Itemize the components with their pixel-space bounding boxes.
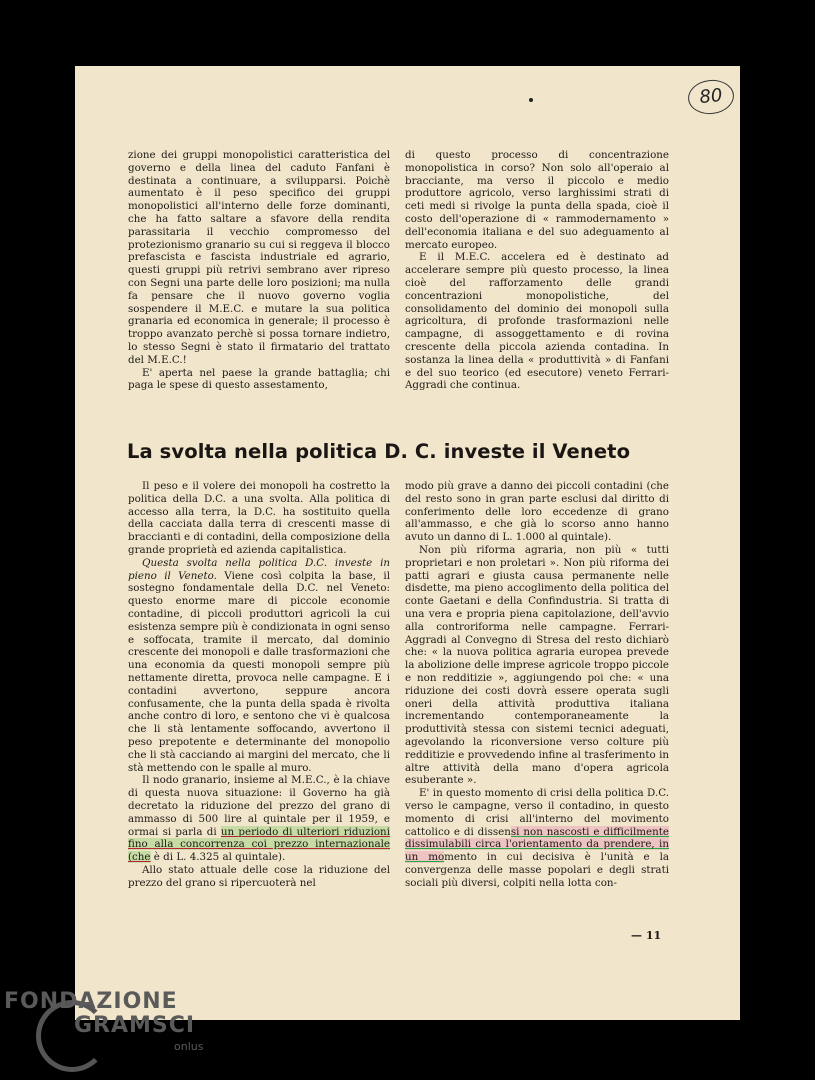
- paragraph: zione dei gruppi monopolistici caratteristica del governo e della linea del caduto Fanfani è destinata a continuare, a svilupparsi. Poichè aumentato è il peso specifico dei gruppi monopolistici all'interno delle forze dominanti, che ha fatto saltare a sfavore della rendita parassitaria il vecchio compromesso del protezionismo granario su cui si reggeva il blocco prefascista e fascista industriale ed agrario, questi gruppi più retrivi sembrano aver ripreso con Segni una parte delle loro posizioni; ma nulla fa pensare che il nuovo governo voglia sospendere il M.E.C. e mutare la sua politica granaria ed economica in generale; il processo è troppo avanzato perchè si possa tornare indietro, lo stesso Segni è stato il firmatario del trattato del M.E.C.!: [128, 149, 390, 366]
- article-headline: La svolta nella politica D. C. investe il Veneto: [127, 440, 631, 463]
- highlighted-text: un periodo di ulteriori riduzioni fino alla concorrenza coi prezzo internazionale (che: [128, 825, 390, 864]
- bottom-left-column: [128, 480, 390, 890]
- paragraph: [128, 557, 390, 775]
- paragraph: Non più riforma agraria, non più « tutti proprietari e non proletari ». Non più riforma dei patti agrari e giusta causa permanente nelle disdette, ma pieno accoglimento della politica del conte Gaetani e della Confindustria. Si tratta di una vera e propria piena capitolazione, dell'avvio alla controriforma nelle campagne. Ferrari-Aggradi al Convegno di Stresa del resto dichiarò che: « la nuova politica agraria europea prevede la abolizione delle imprese agricole troppo piccole e non redditizie », aggiungendo poi che: « una riduzione dei costi dovrà essere operata sugli oneri della attività produttiva italiana incrementando contemporaneamente la produttività stessa con sistemi tecnici adeguati, agevolando la riconversione verso colture più redditizie e provvedendo infine al trasferimento in altre attività della mano d'opera agricola esuberante ».: [405, 543, 669, 787]
- paragraph-text: è di L. 4.325 al quintale).: [150, 851, 286, 864]
- watermark-line1: FONDAZIONE: [4, 989, 178, 1014]
- highlighted-text: si non nascosti e difficilmente dissimulabili circa l'orientamento da prendere, in un mo: [405, 825, 669, 864]
- paragraph: E' aperta nel paese la grande battaglia; chi paga le spese di questo assestamento,: [128, 366, 390, 392]
- paragraph-text: mento in cui decisiva è l'unità e la convergenza delle masse popolari e degli strati sociali più diversi, colpiti nella lotta con-: [405, 851, 670, 889]
- archive-number-stamp: 80: [686, 78, 735, 117]
- paragraph: Il peso e il volere dei monopoli ha costretto la politica della D.C. a una svolta. Alla politica di accesso alla terra, la D.C. ha sostituito quella della cacciata dalla terra di crescenti masse di braccianti e di contadini, della composizione della grande proprietà ed azienda capitalistica.: [128, 480, 390, 556]
- paragraph: E il M.E.C. accelera ed è destinato ad accelerare sempre più questo processo, la linea cioè del rafforzamento delle grandi concentrazioni monopolistiche, del consolidamento del dominio dei monopoli sulla agricoltura, di profonde trasformazioni nelle campagne, di assoggettamento e di rovina crescente della piccola azienda contadina. In sostanza la linea della « produttività » di Fanfani e del suo teorico (ed esecutore) veneto Ferrari-Aggradi che continua.: [405, 251, 669, 392]
- paragraph-text: Viene così colpita la base, il sostegno fondamentale della D.C. nel Veneto: questo enorme mare di piccole economie contadine, di piccoli produttori agricoli la cui esistenza sempre più è condizionata in ogni senso e soffocata, tramite il mercato, dal dominio crescente dei monopoli e dalle trasformazioni che una economia da questi monopoli sempre più nettamente diretta, provoca nelle campagne. E i contadini avvertono, seppure ancora confusamente, che la punta della spada è rivolta anche contro di loro, e sentono che vi è qualcosa che li stà lentamente soffocando, avvertono il peso prepotente e determinante del monopolio che li stà cacciando ai margini del mercato, che li stà mettendo con le spalle al muro.: [128, 569, 390, 774]
- top-left-column: [128, 149, 390, 392]
- watermark-line3: onlus: [174, 1040, 204, 1053]
- top-right-column: [405, 149, 669, 392]
- watermark: [4, 990, 203, 1053]
- page-number: — 11: [631, 929, 662, 942]
- paragraph: di questo processo di concentrazione monopolistica in corso? Non solo all'operaio al bracciante, ma verso il piccolo e medio produttore agricolo, verso larghissimi strati di ceti medi si rivolge la punta della spada, cioè il costo dell'operazione di « rammodernamento » dell'economia italiana e del suo adeguamento al mercato europeo.: [405, 149, 669, 251]
- paragraph: [128, 774, 390, 864]
- paragraph: modo più grave a danno dei piccoli contadini (che del resto sono in gran parte esclusi dal diritto di conferimento delle loro eccedenze di grano all'ammasso, e che già lo scorso anno hanno avuto un danno di L. 1.000 al quintale).: [405, 480, 669, 544]
- document-page: [75, 66, 740, 1020]
- paragraph-text: E' in questo momento di crisi della politica D.C. verso le campagne, verso il contadino, in questo momento di crisi all'interno del movimento cattolico e di dissen: [405, 787, 669, 838]
- ink-dot: [529, 98, 533, 102]
- paragraph: [405, 787, 669, 889]
- paragraph-text: Il nodo granario, insieme al M.E.C., è la chiave di questa nuova situazione: il Governo ha già decretato la riduzione del prezzo del grano di ammasso di 500 lire al quintale per il 1959, e ormai si parla di: [128, 774, 390, 838]
- paragraph: Allo stato attuale delle cose la riduzione del prezzo del grano si ripercuoterà nel: [128, 863, 390, 889]
- italic-lead: Questa svolta nella politica D.C. investe in pieno il Veneto.: [128, 556, 390, 582]
- watermark-line2: GRAMSCI: [74, 1013, 196, 1038]
- bottom-right-column: [405, 480, 669, 890]
